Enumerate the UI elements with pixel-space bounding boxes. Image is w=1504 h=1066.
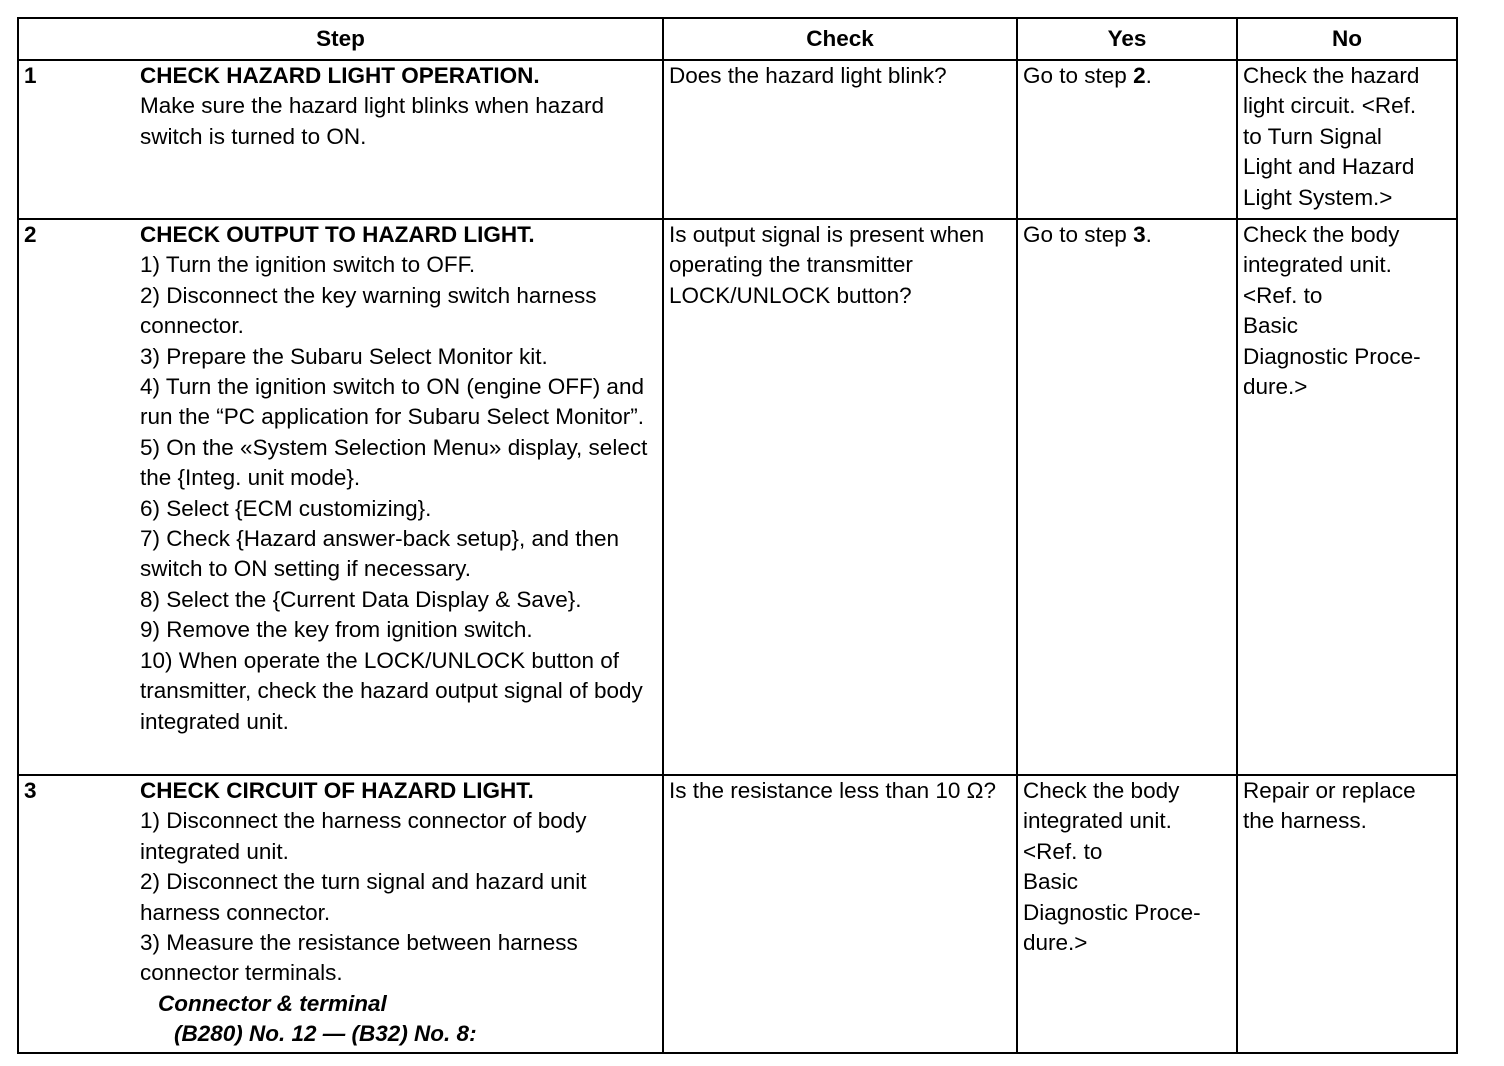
step-line: 7) Check {Hazard answer-back setup}, and then switch to ON setting if necessary. (140, 526, 620, 582)
connector-terminal-label: Connector & terminal (158, 990, 387, 1016)
header-yes: Yes (1017, 18, 1237, 60)
table-row (18, 60, 1457, 219)
step-title: CHECK HAZARD LIGHT OPERATION. (140, 63, 540, 88)
step-body (140, 776, 648, 1050)
step-cell (18, 775, 663, 1053)
step-line: 3) Prepare the Subaru Select Monitor kit. (140, 343, 548, 369)
yes-cell (1017, 60, 1237, 219)
yes-prefix: Go to step (1023, 222, 1134, 247)
no-line: Repair or replace (1243, 778, 1416, 803)
header-check: Check (663, 18, 1017, 60)
step-cell (18, 219, 663, 775)
yes-suffix: . (1145, 63, 1152, 88)
step-line: 4) Turn the ignition switch to ON (engine OFF) and run the “PC application for Subaru Select Monitor”. (140, 374, 644, 430)
yes-cell (1017, 219, 1237, 775)
no-line: Check the body (1243, 222, 1400, 247)
no-line: to Turn Signal (1243, 123, 1382, 149)
step-line: 1) Turn the ignition switch to OFF. (140, 252, 476, 278)
step-line: 6) Select {ECM customizing}. (140, 495, 432, 521)
step-cell (18, 60, 663, 219)
check-cell: Is output signal is present when operating the transmitter LOCK/UNLOCK button? (663, 219, 1017, 775)
step-line: 3) Measure the resistance between harness connector terminals. (140, 930, 578, 986)
procedure-table (17, 17, 1458, 1054)
yes-suffix: . (1145, 222, 1152, 247)
step-title: CHECK OUTPUT TO HAZARD LIGHT. (140, 222, 535, 247)
step-line: 1) Disconnect the harness connector of body integrated unit. (140, 808, 587, 864)
yes-line: dure.> (1023, 930, 1088, 956)
step-line: 8) Select the {Current Data Display & Save}. (140, 586, 582, 612)
check-cell: Does the hazard light blink? (663, 60, 1017, 219)
yes-line: Diagnostic Proce- (1023, 899, 1201, 925)
step-body (140, 61, 648, 152)
no-line: the harness. (1243, 808, 1367, 834)
yes-line: Check the body (1023, 778, 1180, 803)
yes-prefix: Go to step (1023, 63, 1134, 88)
yes-line: Basic (1023, 869, 1079, 895)
no-cell (1237, 60, 1457, 219)
no-line: light circuit. <Ref. (1243, 93, 1417, 119)
no-line: Basic (1243, 313, 1299, 339)
no-line: <Ref. to (1243, 282, 1323, 308)
check-cell: Is the resistance less than 10 Ω? (663, 775, 1017, 1053)
step-number: 2 (24, 222, 37, 247)
step-number: 1 (24, 63, 37, 88)
no-cell (1237, 775, 1457, 1053)
step-line: Make sure the hazard light blinks when hazard switch is turned to ON. (140, 93, 605, 149)
header-no: No (1237, 18, 1457, 60)
yes-step: 3 (1133, 222, 1146, 247)
table-row (18, 219, 1457, 775)
table-header-row (18, 18, 1457, 60)
no-line: Light and Hazard (1243, 154, 1415, 180)
step-line: 10) When operate the LOCK/UNLOCK button of transmitter, check the hazard output signal of body integrated unit. (140, 647, 643, 734)
no-cell (1237, 219, 1457, 775)
connector-terminal-value: (B280) No. 12 — (B32) No. 8: (174, 1021, 477, 1047)
step-body (140, 220, 648, 737)
no-line: Diagnostic Proce- (1243, 343, 1421, 369)
yes-line: <Ref. to (1023, 838, 1103, 864)
step-line: 2) Disconnect the key warning switch harness connector. (140, 282, 597, 339)
no-line: Light System.> (1243, 184, 1393, 210)
step-line: 5) On the «System Selection Menu» display, select the {Integ. unit mode}. (140, 434, 648, 491)
step-title: CHECK CIRCUIT OF HAZARD LIGHT. (140, 778, 534, 803)
step-line: 9) Remove the key from ignition switch. (140, 617, 533, 643)
header-step: Step (18, 18, 663, 60)
no-line: integrated unit. (1243, 252, 1392, 278)
yes-line: integrated unit. (1023, 808, 1172, 834)
yes-step: 2 (1133, 63, 1146, 88)
no-line: Check the hazard (1243, 63, 1420, 88)
step-line: 2) Disconnect the turn signal and hazard unit harness connector. (140, 869, 587, 925)
step-number: 3 (24, 778, 37, 803)
yes-cell (1017, 775, 1237, 1053)
no-line: dure.> (1243, 374, 1308, 400)
table-row (18, 775, 1457, 1053)
